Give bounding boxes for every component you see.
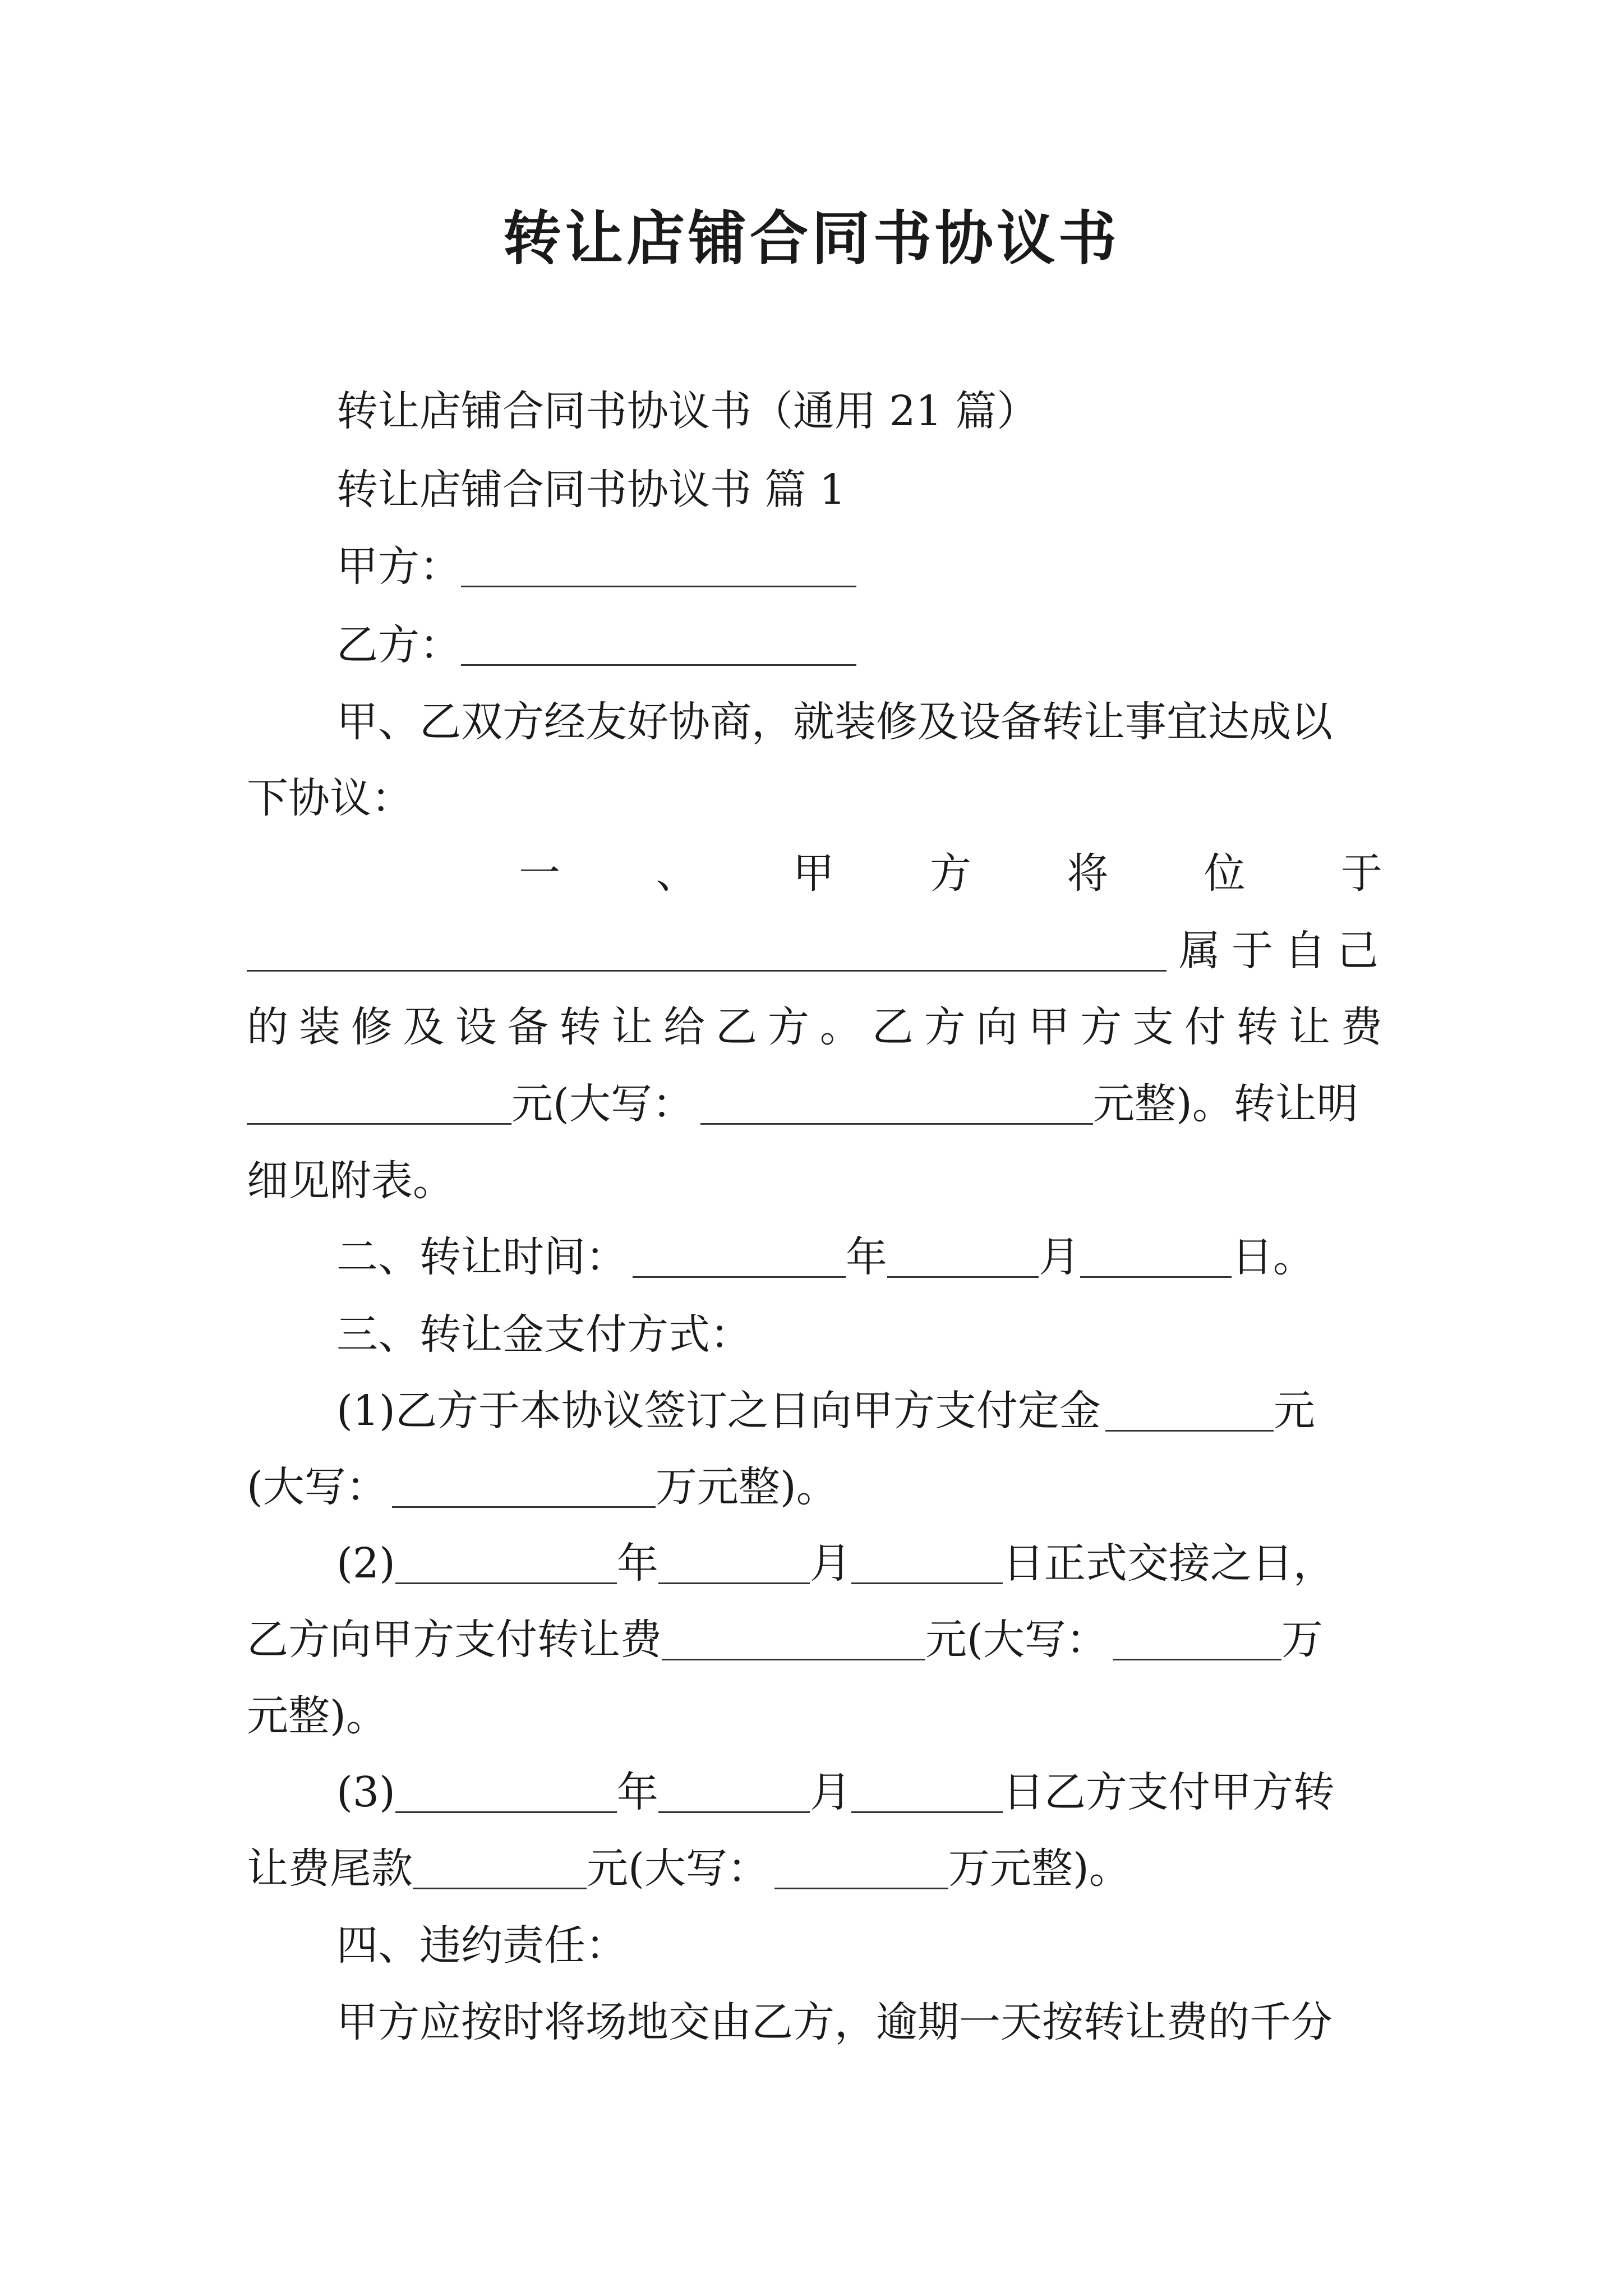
payment-3-month-blank — [658, 1772, 810, 1813]
clause-1-line-4 — [247, 1068, 1358, 1140]
clause-1-l3-char: 甲 — [1028, 1003, 1070, 1051]
clause-3-title: 三、转让金支付方式： — [336, 1310, 751, 1359]
clause-1-l3-char: 设 — [455, 1003, 497, 1051]
payment-2-month-blank — [658, 1543, 810, 1584]
clause-1-line-3 — [247, 991, 1382, 1064]
payment-2-line-2 — [247, 1603, 1323, 1676]
party-a-blank — [461, 546, 856, 587]
payment-3-tail: 日乙方支付甲方转 — [1002, 1768, 1335, 1816]
clause-1-l3-char: 向 — [976, 1003, 1018, 1051]
clause-1-l3-char: 支 — [1132, 1003, 1174, 1051]
clause-1-char: 将 — [1067, 849, 1109, 898]
subtitle: 转让店铺合同书协议书（通用 21 篇） — [336, 387, 1039, 435]
clause-1-l3-char: 让 — [1288, 1003, 1330, 1051]
party-a-line — [336, 530, 856, 603]
payment-1-words-label: (大写： — [247, 1463, 388, 1511]
payment-1-line-1 — [336, 1374, 1315, 1447]
clause-1-l3-char: 。 — [819, 1003, 861, 1051]
clause-1-l3-char: 费 — [1340, 1003, 1382, 1051]
fee-blank — [247, 1084, 511, 1125]
payment-3-line-1 — [336, 1756, 1335, 1829]
fee-tail: 元整)。转让明 — [1092, 1080, 1358, 1128]
party-b-line — [336, 609, 856, 682]
payment-3-month: 月 — [809, 1768, 851, 1816]
clause-1-char: 一 — [519, 849, 560, 898]
payment-3-tail: 万元整)。 — [948, 1844, 1131, 1893]
clause-1-line-2 — [247, 914, 1390, 987]
party-b-blank — [461, 625, 856, 666]
deposit-blank — [1105, 1391, 1274, 1432]
payment-2-line-3: 元整)。 — [247, 1692, 388, 1740]
clause-1-l3-char: 备 — [507, 1003, 549, 1051]
clause-1-l3-char: 方 — [924, 1003, 966, 1051]
clause-1-char: 、 — [656, 849, 698, 898]
intro-line-1: 甲、乙双方经友好协商，就装修及设备转让事宜达成以 — [336, 698, 1332, 746]
payment-3-day-blank — [851, 1772, 1003, 1813]
balance-words-blank — [774, 1848, 948, 1889]
payment-2-unit: 万 — [1281, 1616, 1323, 1664]
intro-line-2: 下协议： — [247, 774, 413, 822]
clause-1-l3-char: 转 — [1236, 1003, 1278, 1051]
month-blank — [887, 1237, 1039, 1278]
fee-label: 元(大写： — [511, 1080, 694, 1128]
year-label: 年 — [846, 1233, 887, 1281]
payment-2-tail: 日正式交接之日， — [1002, 1539, 1335, 1588]
payment-2-words-blank — [1113, 1619, 1281, 1660]
payment-3-l2-text: 让费尾款 — [247, 1844, 413, 1893]
clause-1-line-1 — [519, 837, 1382, 910]
payment-2-words-label: 元(大写： — [925, 1616, 1108, 1664]
clause-1-l3-char: 装 — [298, 1003, 340, 1051]
payment-1-tail: 万元整)。 — [655, 1463, 838, 1511]
payment-2-number: (2) — [336, 1539, 395, 1588]
clause-1-l3-char: 让 — [611, 1003, 653, 1051]
payment-2-fee-blank — [662, 1619, 925, 1660]
clause-1-l3-char: 及 — [403, 1003, 445, 1051]
payment-3-words-label: 元(大写： — [587, 1844, 769, 1893]
year-blank — [633, 1237, 846, 1278]
clause-4-title: 四、违约责任： — [336, 1921, 627, 1970]
clause-1-l3-char: 乙 — [716, 1003, 758, 1051]
payment-1-unit: 元 — [1273, 1387, 1315, 1435]
payment-2-day-blank — [851, 1543, 1003, 1584]
clause-1-l3-char: 乙 — [872, 1003, 914, 1051]
clause-1-char: 甲 — [792, 849, 834, 898]
clause-4-text: 甲方应按时将场地交由乙方，逾期一天按转让费的千分 — [336, 1998, 1332, 2046]
clause-1-l3-char: 给 — [663, 1003, 706, 1051]
deposit-words-blank — [392, 1467, 656, 1508]
clause-1-l3-char: 方 — [767, 1003, 809, 1051]
clause-1-l3-char: 付 — [1184, 1003, 1227, 1051]
clause-1-l3-char: 方 — [1080, 1003, 1122, 1051]
balance-blank — [413, 1848, 587, 1889]
payment-2-month: 月 — [809, 1539, 851, 1588]
clause-1-line-5: 细见附表。 — [247, 1157, 454, 1205]
location-blank — [247, 931, 1166, 972]
clause-1-char: 方 — [929, 849, 971, 898]
transfer-time-label: 二、转让时间： — [336, 1233, 627, 1281]
payment-1-line-2 — [247, 1451, 838, 1524]
clause-1-l3-char: 修 — [351, 1003, 393, 1051]
clause-2-line — [336, 1221, 1315, 1294]
payment-2-year-blank — [395, 1543, 617, 1584]
clause-1-char: 位 — [1204, 849, 1246, 898]
party-a-label: 甲方： — [336, 542, 461, 591]
party-b-label: 乙方： — [336, 621, 461, 669]
fee-words-blank — [700, 1084, 1093, 1125]
day-blank — [1080, 1237, 1232, 1278]
clause-1-l3-char: 的 — [247, 1003, 288, 1051]
document-title: 转让店铺合同书协议书 — [502, 204, 1120, 273]
clause-1-l3-char: 转 — [559, 1003, 601, 1051]
payment-3-number: (3) — [336, 1768, 395, 1816]
payment-3-year: 年 — [616, 1768, 658, 1816]
month-label: 月 — [1039, 1233, 1080, 1281]
day-label: 日。 — [1232, 1233, 1315, 1281]
clause-1-char: 于 — [1340, 849, 1382, 898]
section-heading: 转让店铺合同书协议书 篇 1 — [336, 466, 846, 514]
payment-2-year: 年 — [616, 1539, 658, 1588]
payment-3-year-blank — [395, 1772, 617, 1813]
payment-1-text: (1)乙方于本协议签订之日向甲方支付定金 — [336, 1387, 1101, 1435]
payment-3-line-2 — [247, 1832, 1131, 1905]
clause-1-line-2-text: 属于自己 — [1179, 927, 1390, 975]
payment-2-line-1 — [336, 1527, 1335, 1600]
payment-2-l2-text: 乙方向甲方支付转让费 — [247, 1616, 662, 1664]
